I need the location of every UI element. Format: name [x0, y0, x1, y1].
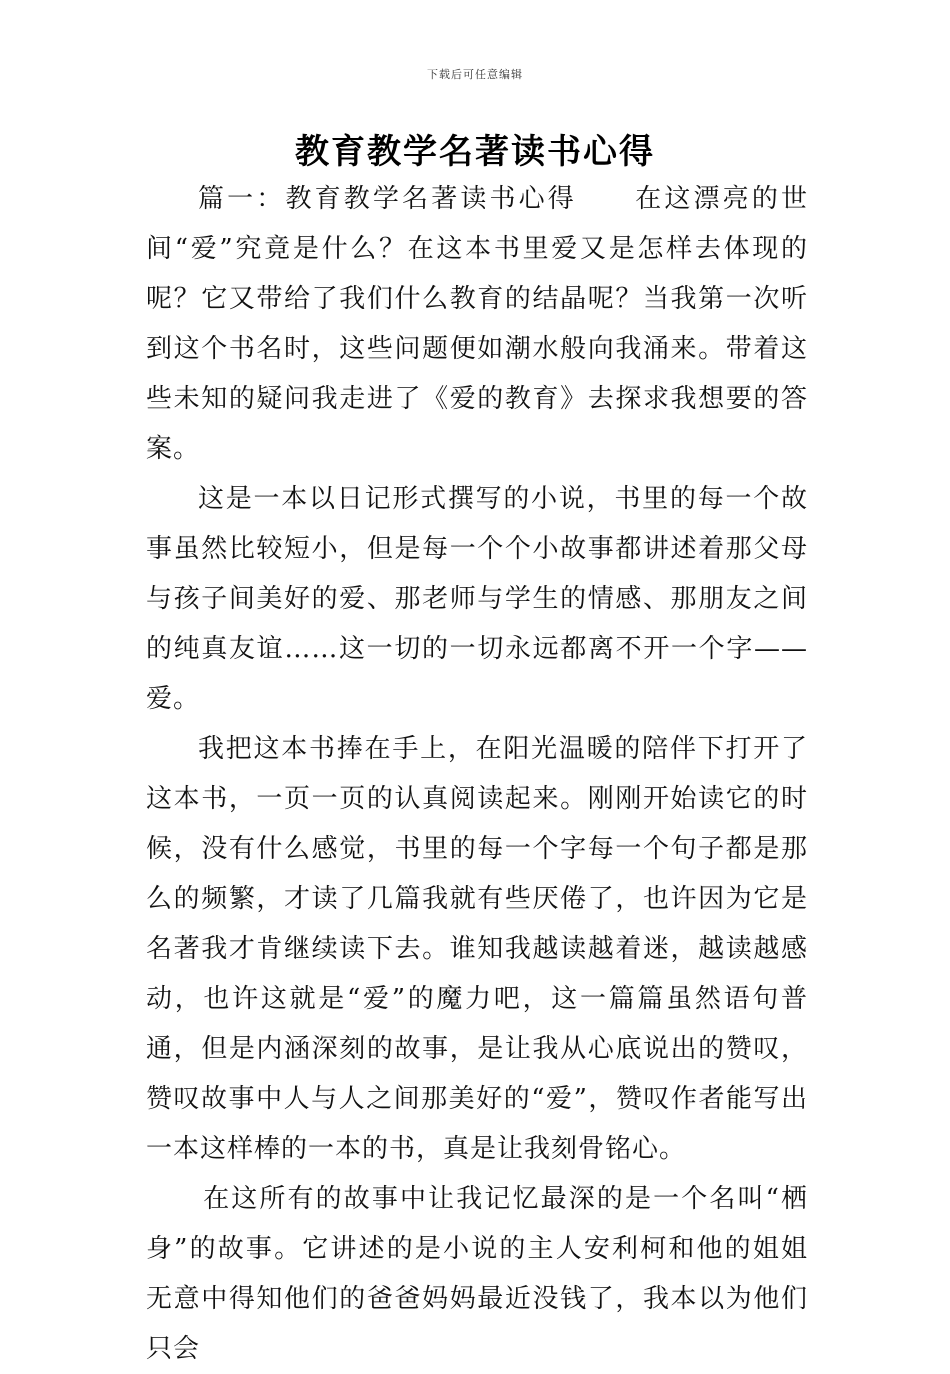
document-body — [146, 174, 808, 1374]
paragraph: 这是一本以日记形式撰写的小说，书里的每一个故事虽然比较短小，但是每一个个小故事都讲述着那父母与孩子间美好的爱、那老师与学生的情感、那朋友之间的纯真友谊……这一切的一切永远都离不开一个字——爱。 — [146, 484, 808, 714]
header-note: 下载后可任意编辑 — [427, 68, 523, 81]
paragraph: 篇一：教育教学名著读书心得 在这漂亮的世间“爱”究竟是什么？在这本书里爱又是怎样去体现的呢？它又带给了我们什么教育的结晶呢？当我第一次听到这个书名时，这些问题便如潮水般向我涌来。带着这些未知的疑问我走进了《爱的教育》去探求我想要的答案。 — [146, 184, 808, 464]
paragraph: 我把这本书捧在手上，在阳光温暖的陪伴下打开了这本书，一页一页的认真阅读起来。刚刚开始读它的时候，没有什么感觉，书里的每一个字每一个句子都是那么的频繁，才读了几篇我就有些厌倦了，也许因为它是名著我才肯继续读下去。谁知我越读越着迷，越读越感动，也许这就是“爱”的魔力吧，这一篇篇虽然语句普通，但是内涵深刻的故事，是让我从心底说出的赞叹，赞叹故事中人与人之间那美好的“爱”，赞叹作者能写出一本这样棒的一本的书，真是让我刻骨铭心。 — [146, 734, 808, 1164]
document-title: 教育教学名著读书心得 — [295, 132, 655, 172]
paragraph: 在这所有的故事中让我记忆最深的是一个名叫“栖身”的故事。它讲述的是小说的主人安利柯和他的姐姐无意中得知他们的爸爸妈妈最近没钱了，我本以为他们只会 — [146, 1184, 808, 1364]
